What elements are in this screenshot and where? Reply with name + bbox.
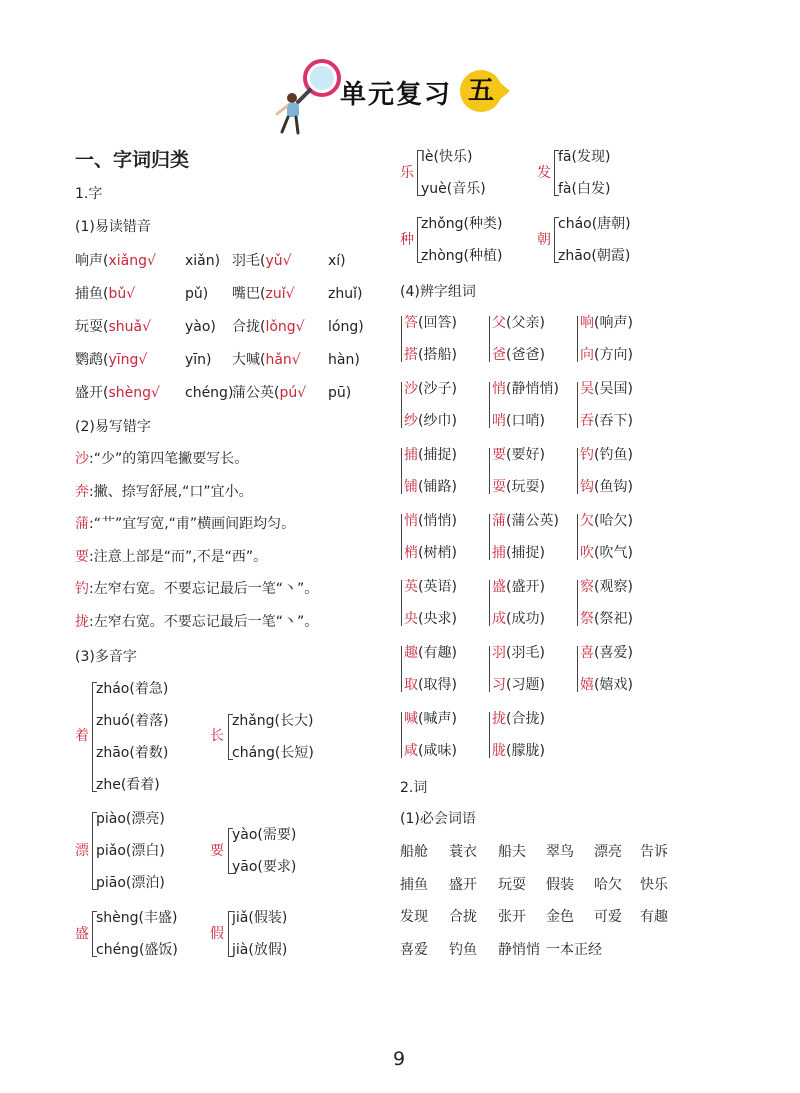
polyphone-reading: zhāo(着数) [96, 745, 169, 761]
pair-line [492, 676, 545, 694]
correct-pinyin: zuǐ√ [265, 286, 295, 302]
pair-line [404, 742, 457, 760]
polyphone-reading: yāo(要求) [232, 859, 297, 875]
pair-word: (要好) [506, 447, 545, 463]
pronunciation-item [232, 318, 305, 336]
vocab-word: 金色 [546, 909, 574, 925]
pair-line [404, 610, 457, 628]
pair-word: (铺路) [418, 479, 457, 495]
pair-word: (树梢) [418, 545, 457, 561]
vocab-word: 张开 [498, 909, 526, 925]
pair-char: 要 [492, 447, 506, 463]
pair-word: (鱼钩) [594, 479, 633, 495]
pair-bracket [489, 514, 490, 560]
badge-arrow-icon [498, 81, 510, 101]
vocab-word: 可爱 [594, 909, 622, 925]
pronunciation-item [75, 318, 151, 336]
pair-line [404, 544, 457, 562]
pair-line [580, 644, 633, 662]
polyphone-reading: zháo(着急) [96, 681, 169, 697]
pair-char: 成 [492, 611, 506, 627]
pair-char: 欠 [580, 513, 594, 529]
pair-char: 捕 [404, 447, 418, 463]
vocab-word: 静悄悄 [498, 941, 540, 958]
pair-bracket [489, 316, 490, 362]
correct-pinyin: hǎn√ [265, 352, 301, 368]
pair-char: 胧 [492, 743, 506, 759]
pair-char: 耍 [492, 479, 506, 495]
polyphone-char: 乐 [400, 165, 414, 181]
vocab-word: 假装 [546, 876, 574, 893]
pair-line [404, 710, 457, 728]
pair-line [580, 412, 633, 430]
brace-line [92, 682, 93, 792]
unit-badge: 五 [460, 70, 502, 112]
correct-pinyin: pú√ [279, 385, 307, 401]
pair-line [580, 676, 633, 694]
pair-word: (祭祀) [594, 611, 633, 627]
pair-word: (口哨) [506, 413, 545, 429]
tip-char: 奔 [75, 483, 89, 500]
pair-char: 悄 [404, 513, 418, 529]
polyphone-reading: fà(白发) [558, 181, 611, 197]
pair-word: (响声) [594, 315, 633, 331]
pair-word: (爸爸) [506, 347, 545, 363]
pair-char: 答 [404, 315, 418, 331]
writing-tip [75, 450, 248, 468]
correct-pinyin: yīng√ [108, 352, 148, 368]
pair-char: 吴 [580, 381, 594, 397]
vocab-word: 蓑衣 [449, 844, 477, 860]
pair-line [404, 346, 457, 364]
pronunciation-item [232, 285, 295, 303]
pair-line [492, 512, 559, 530]
part-title: (1)必会词语 [400, 811, 476, 827]
part-title: (3)多音字 [75, 649, 137, 665]
pair-line [580, 544, 633, 562]
pair-char: 梢 [404, 545, 418, 561]
pair-bracket [401, 448, 402, 494]
polyphone-char: 长 [210, 728, 224, 744]
pair-char: 祭 [580, 611, 594, 627]
pair-char: 捕 [492, 545, 506, 561]
pair-word: (父亲) [506, 315, 545, 331]
pair-word: (朦胧) [506, 743, 545, 759]
brace-line [92, 812, 93, 890]
wrong-pinyin: pǔ) [185, 286, 209, 302]
pair-bracket [489, 646, 490, 692]
pair-line [404, 412, 457, 430]
pair-line [492, 742, 545, 760]
pair-word: (咸味) [418, 743, 457, 759]
tip-text: :注意上部是“而”,不是“西”。 [89, 548, 268, 565]
correct-pinyin: xiǎng√ [108, 253, 156, 269]
word-text: 鹦鹉( [75, 352, 109, 368]
pair-char: 爸 [492, 347, 506, 363]
vocab-word: 漂亮 [594, 844, 622, 860]
polyphone-char: 朝 [537, 232, 551, 248]
pair-word: (嬉戏) [594, 677, 633, 693]
subsection-label: 1.字 [75, 186, 103, 202]
tip-text: :左窄右宽。不要忘记最后一笔“丶”。 [89, 613, 319, 630]
brace-line [228, 828, 229, 874]
pair-word: (取得) [418, 677, 457, 693]
polyphone-char: 盛 [75, 926, 89, 942]
vocab-word: 发现 [400, 909, 428, 925]
pair-char: 钓 [580, 447, 594, 463]
wrong-pinyin: pū) [328, 385, 352, 401]
polyphone-reading: piāo(漂泊) [96, 875, 165, 891]
pair-char: 咸 [404, 743, 418, 759]
pair-bracket [401, 646, 402, 692]
pair-line [404, 512, 457, 530]
word-text: 嘴巴( [232, 286, 266, 302]
wrong-pinyin: yīn) [185, 352, 212, 368]
pair-line [492, 710, 545, 728]
pair-char: 响 [580, 315, 594, 331]
pair-line [404, 380, 457, 398]
polyphone-char: 种 [400, 232, 414, 248]
wrong-pinyin: xí) [328, 253, 346, 269]
polyphone-reading: zhe(看着) [96, 777, 160, 793]
pair-bracket [489, 382, 490, 428]
writing-tip [75, 613, 318, 631]
polyphone-reading: zhuó(着落) [96, 713, 169, 729]
pair-word: (成功) [506, 611, 545, 627]
vocab-word: 船舱 [400, 844, 428, 860]
polyphone-char: 要 [210, 843, 224, 859]
wrong-pinyin: xiǎn) [185, 253, 221, 269]
pair-char: 央 [404, 611, 418, 627]
polyphone-char: 着 [75, 728, 89, 744]
pair-bracket [401, 580, 402, 626]
tip-char: 拢 [75, 613, 89, 630]
pair-bracket [577, 646, 578, 692]
part-title: (4)辨字组词 [400, 284, 476, 300]
polyphone-reading: cháng(长短) [232, 745, 314, 761]
vocab-word: 哈欠 [594, 876, 622, 893]
pair-char: 向 [580, 347, 594, 363]
pair-word: (捕捉) [506, 545, 545, 561]
polyphone-char: 假 [210, 926, 224, 942]
vocab-word: 合拢 [449, 909, 477, 925]
pair-word: (有趣) [418, 645, 457, 661]
vocab-word: 快乐 [640, 876, 668, 893]
pair-word: (哈欠) [594, 513, 633, 529]
word-text: 响声( [75, 253, 109, 269]
pair-line [492, 478, 545, 496]
pair-bracket [401, 316, 402, 362]
polyphone-reading: jià(放假) [232, 942, 288, 958]
word-text: 大喊( [232, 352, 266, 368]
correct-pinyin: shèng√ [108, 385, 160, 401]
tip-char: 沙 [75, 451, 89, 467]
tip-text: :撇、捺写舒展,“口”宜小。 [89, 483, 253, 500]
pair-char: 吞 [580, 413, 594, 429]
pair-line [580, 314, 633, 332]
pronunciation-item [232, 351, 301, 369]
pair-char: 哨 [492, 413, 506, 429]
pair-char: 悄 [492, 381, 506, 397]
pair-bracket [577, 514, 578, 560]
pair-word: (纱巾) [418, 413, 457, 429]
polyphone-reading: yuè(音乐) [421, 181, 486, 197]
vocab-word: 船夫 [498, 844, 526, 860]
vocab-word: 玩耍 [498, 876, 526, 893]
pair-word: (羽毛) [506, 645, 545, 661]
polyphone-reading: fā(发现) [558, 149, 611, 165]
brace-line [92, 911, 93, 957]
pair-line [580, 380, 633, 398]
tip-text: :“少”的第四笔撇要写长。 [89, 451, 249, 467]
pair-char: 羽 [492, 645, 506, 661]
word-text: 蒲公英( [232, 385, 280, 401]
word-text: 玩耍( [75, 319, 109, 335]
word-text: 捕鱼( [75, 286, 109, 302]
brace-line [417, 150, 418, 196]
pair-word: (吴国) [594, 381, 633, 397]
pair-line [492, 314, 545, 332]
pair-word: (吞下) [594, 413, 633, 429]
pair-bracket [489, 580, 490, 626]
pair-char: 父 [492, 315, 506, 331]
pronunciation-item [232, 384, 306, 402]
brace-line [554, 217, 555, 263]
pair-line [404, 676, 457, 694]
pair-word: (玩耍) [506, 479, 545, 495]
pair-bracket [577, 580, 578, 626]
part-title: (1)易读错音 [75, 219, 151, 235]
word-text: 羽毛( [232, 253, 266, 269]
polyphone-reading: yào(需要) [232, 827, 297, 843]
pair-char: 搭 [404, 347, 418, 363]
pair-line [580, 610, 633, 628]
pair-word: (英语) [418, 579, 457, 595]
wrong-pinyin: zhuǐ) [328, 286, 363, 302]
pair-line [492, 578, 545, 596]
pair-char: 蒲 [492, 513, 506, 529]
pair-char: 盛 [492, 579, 506, 595]
pair-word: (静悄悄) [506, 381, 559, 397]
pair-line [492, 644, 545, 662]
pair-line [404, 578, 457, 596]
pair-word: (习题) [506, 677, 545, 693]
pair-bracket [489, 712, 490, 758]
pair-line [580, 578, 633, 596]
pair-word: (蒲公英) [506, 513, 559, 529]
pair-line [492, 446, 545, 464]
pair-line [580, 478, 633, 496]
vocab-word: 告诉 [640, 844, 668, 860]
correct-pinyin: shuǎ√ [108, 319, 152, 335]
pair-line [404, 446, 457, 464]
pair-word: (悄悄) [418, 513, 457, 529]
pair-char: 吹 [580, 545, 594, 561]
polyphone-reading: cháo(唐朝) [558, 216, 631, 232]
polyphone-reading: zhāo(朝霞) [558, 248, 631, 264]
pair-line [492, 346, 545, 364]
pair-char: 取 [404, 677, 418, 693]
pair-bracket [577, 382, 578, 428]
wrong-pinyin: yào) [185, 319, 216, 335]
header-illustration [272, 58, 342, 138]
polyphone-reading: jiǎ(假装) [232, 910, 288, 926]
pair-char: 趣 [404, 645, 418, 661]
polyphone-reading: zhǎng(长大) [232, 713, 314, 729]
pair-word: (合拢) [506, 711, 545, 727]
pair-line [492, 412, 545, 430]
pair-bracket [401, 514, 402, 560]
pronunciation-item [75, 285, 135, 303]
vocab-word: 一本正经 [546, 941, 602, 958]
vocab-word: 有趣 [640, 909, 668, 925]
vocab-word: 喜爱 [400, 941, 428, 958]
polyphone-reading: chéng(盛饭) [96, 942, 178, 958]
pair-line [580, 446, 633, 464]
pair-word: (喊声) [418, 711, 457, 727]
subsection-label: 2.词 [400, 780, 428, 796]
brace-line [228, 911, 229, 957]
writing-tip [75, 548, 267, 566]
polyphone-char: 发 [537, 165, 551, 181]
page-number: 9 [393, 1048, 406, 1070]
pronunciation-item [75, 384, 160, 402]
pair-word: (央求) [418, 611, 457, 627]
pronunciation-item [232, 252, 292, 270]
correct-pinyin: yǔ√ [265, 253, 292, 269]
wrong-pinyin: hàn) [328, 352, 360, 368]
pair-char: 铺 [404, 479, 418, 495]
pair-bracket [489, 448, 490, 494]
pair-word: (钓鱼) [594, 447, 633, 463]
brace-line [417, 217, 418, 263]
tip-text: :左窄右宽。不要忘记最后一笔“丶”。 [89, 581, 319, 597]
page-title: 单元复习 [340, 80, 453, 110]
brace-line [228, 714, 229, 760]
pair-word: (捕捉) [418, 447, 457, 463]
pair-line [492, 610, 545, 628]
pair-word: (观察) [594, 579, 633, 595]
writing-tip [75, 580, 318, 598]
pair-char: 沙 [404, 381, 418, 397]
pronunciation-item [75, 252, 156, 270]
tip-text: :“艹”宜写宽,“甫”横画间距均匀。 [89, 516, 296, 532]
section-title: 一、字词归类 [75, 149, 190, 171]
magnifier-girl-icon [272, 58, 342, 138]
polyphone-reading: piǎo(漂白) [96, 843, 165, 859]
pronunciation-item [75, 351, 147, 369]
pair-char: 拢 [492, 711, 506, 727]
pair-word: (吹气) [594, 545, 633, 561]
pair-char: 英 [404, 579, 418, 595]
writing-tip [75, 483, 253, 501]
pair-word: (方向) [594, 347, 633, 363]
part-title: (2)易写错字 [75, 419, 151, 435]
word-text: 合拢( [232, 319, 266, 335]
pair-word: (回答) [418, 315, 457, 331]
pair-char: 钩 [580, 479, 594, 495]
pair-char: 嬉 [580, 677, 594, 693]
polyphone-reading: zhǒng(种类) [421, 216, 503, 232]
polyphone-reading: lè(快乐) [421, 149, 473, 165]
pair-line [404, 644, 457, 662]
brace-line [554, 150, 555, 196]
vocab-word: 盛开 [449, 876, 477, 893]
tip-char: 要 [75, 548, 89, 565]
correct-pinyin: bǔ√ [108, 286, 136, 302]
vocab-word: 捕鱼 [400, 876, 428, 893]
wrong-pinyin: chéng) [185, 385, 234, 401]
pair-char: 习 [492, 677, 506, 693]
pair-line [492, 544, 545, 562]
pair-char: 纱 [404, 413, 418, 429]
pair-word: (喜爱) [594, 645, 633, 661]
wrong-pinyin: lóng) [328, 319, 364, 335]
pair-line [580, 512, 633, 530]
correct-pinyin: lǒng√ [265, 319, 305, 335]
pair-bracket [577, 448, 578, 494]
pair-line [492, 380, 559, 398]
polyphone-reading: shèng(丰盛) [96, 910, 178, 926]
pair-line [580, 346, 633, 364]
pair-word: (沙子) [418, 381, 457, 397]
writing-tip [75, 515, 295, 533]
tip-char: 蒲 [75, 516, 89, 532]
vocab-word: 翠鸟 [546, 844, 574, 860]
pair-word: (盛开) [506, 579, 545, 595]
polyphone-char: 漂 [75, 843, 89, 859]
pair-char: 察 [580, 579, 594, 595]
polyphone-reading: piào(漂亮) [96, 811, 165, 827]
pair-line [404, 478, 457, 496]
pair-bracket [401, 382, 402, 428]
pair-bracket [577, 316, 578, 362]
pair-bracket [401, 712, 402, 758]
pair-char: 喊 [404, 711, 418, 727]
vocab-word: 钓鱼 [449, 941, 477, 958]
polyphone-reading: zhòng(种植) [421, 248, 503, 264]
word-text: 盛开( [75, 385, 109, 401]
tip-char: 钓 [75, 581, 89, 597]
pair-line [404, 314, 457, 332]
pair-char: 喜 [580, 645, 594, 661]
pair-word: (搭船) [418, 347, 457, 363]
